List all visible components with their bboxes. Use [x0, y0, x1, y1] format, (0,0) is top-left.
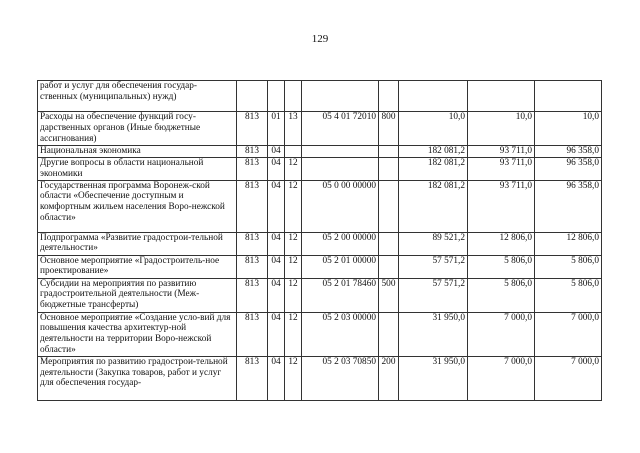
cell-amount-year3: 7 000,0: [535, 356, 602, 400]
cell-expense-type: [379, 232, 399, 255]
cell-amount-year1: 89 521,2: [399, 232, 468, 255]
page-number: 129: [311, 33, 329, 45]
cell-name: Расходы на обеспечение функций госу-дарственных органов (Иные бюджетные ассигнования): [38, 112, 237, 146]
budget-table: [37, 80, 602, 401]
table-row: [38, 356, 602, 400]
cell-section: 04: [268, 232, 285, 255]
cell-grbs: 813: [237, 312, 268, 356]
cell-amount-year3: 5 806,0: [535, 255, 602, 278]
cell-target-article: 05 2 03 00000: [302, 312, 379, 356]
cell-target-article: 05 2 00 00000: [302, 232, 379, 255]
cell-amount-year1: 182 081,2: [399, 146, 468, 158]
cell-amount-year3: [535, 81, 602, 112]
cell-amount-year2: 93 711,0: [468, 146, 535, 158]
cell-target-article: [302, 158, 379, 181]
cell-name: Другие вопросы в области национальной экономики: [38, 158, 237, 181]
cell-amount-year1: 31 950,0: [399, 356, 468, 400]
cell-amount-year2: 5 806,0: [468, 278, 535, 312]
cell-target-article: 05 2 03 70850: [302, 356, 379, 400]
cell-target-article: 05 4 01 72010: [302, 112, 379, 146]
cell-amount-year1: 31 950,0: [399, 312, 468, 356]
cell-subsection: [285, 146, 302, 158]
cell-section: 04: [268, 158, 285, 181]
cell-expense-type: 200: [379, 356, 399, 400]
cell-expense-type: [379, 180, 399, 232]
cell-amount-year3: 10,0: [535, 112, 602, 146]
cell-amount-year3: 96 358,0: [535, 146, 602, 158]
table-row: [38, 158, 602, 181]
cell-subsection: 12: [285, 180, 302, 232]
cell-target-article: 05 2 01 78460: [302, 278, 379, 312]
cell-target-article: 05 0 00 00000: [302, 180, 379, 232]
cell-amount-year2: 10,0: [468, 112, 535, 146]
cell-subsection: 12: [285, 232, 302, 255]
cell-amount-year1: [399, 81, 468, 112]
cell-amount-year2: [468, 81, 535, 112]
cell-expense-type: [379, 146, 399, 158]
cell-grbs: 813: [237, 232, 268, 255]
cell-amount-year1: 57 571,2: [399, 255, 468, 278]
cell-name: Основное мероприятие «Создание усло-вий для повышения качества архитектур-ной деятельности на территории Воро-нежской области»: [38, 312, 237, 356]
cell-amount-year2: 7 000,0: [468, 312, 535, 356]
cell-section: 04: [268, 180, 285, 232]
table-row: [38, 180, 602, 232]
table-row: [38, 81, 602, 112]
cell-subsection: 12: [285, 356, 302, 400]
table-row: [38, 146, 602, 158]
cell-subsection: 12: [285, 312, 302, 356]
cell-grbs: [237, 81, 268, 112]
cell-section: 04: [268, 255, 285, 278]
cell-grbs: 813: [237, 255, 268, 278]
cell-grbs: 813: [237, 146, 268, 158]
cell-amount-year2: 93 711,0: [468, 180, 535, 232]
cell-section: 04: [268, 278, 285, 312]
cell-expense-type: 800: [379, 112, 399, 146]
cell-name: Основное мероприятие «Градостроитель-ное проектирование»: [38, 255, 237, 278]
cell-name: работ и услуг для обеспечения государ-ственных (муниципальных) нужд): [38, 81, 237, 112]
cell-amount-year1: 182 081,2: [399, 158, 468, 181]
cell-section: 04: [268, 146, 285, 158]
cell-amount-year3: 96 358,0: [535, 180, 602, 232]
cell-section: 04: [268, 312, 285, 356]
cell-amount-year1: 182 081,2: [399, 180, 468, 232]
table-row: [38, 255, 602, 278]
table-row: [38, 278, 602, 312]
cell-amount-year1: 10,0: [399, 112, 468, 146]
cell-amount-year2: 12 806,0: [468, 232, 535, 255]
cell-section: 01: [268, 112, 285, 146]
table-row: [38, 312, 602, 356]
cell-section: 04: [268, 356, 285, 400]
table-body: [38, 81, 602, 401]
cell-name: Национальная экономика: [38, 146, 237, 158]
cell-name: Государственная программа Воронеж-ской области «Обеспечение доступным и комфортным жильем населения Воро-нежской области»: [38, 180, 237, 232]
cell-grbs: 813: [237, 112, 268, 146]
cell-expense-type: [379, 81, 399, 112]
cell-amount-year3: 7 000,0: [535, 312, 602, 356]
cell-expense-type: [379, 255, 399, 278]
cell-expense-type: [379, 158, 399, 181]
cell-grbs: 813: [237, 180, 268, 232]
cell-amount-year2: 93 711,0: [468, 158, 535, 181]
cell-section: [268, 81, 285, 112]
cell-amount-year3: 96 358,0: [535, 158, 602, 181]
cell-grbs: 813: [237, 158, 268, 181]
cell-amount-year3: 5 806,0: [535, 278, 602, 312]
cell-name: Подпрограмма «Развитие градострои-тельной деятельности»: [38, 232, 237, 255]
table-row: [38, 112, 602, 146]
cell-target-article: [302, 81, 379, 112]
cell-subsection: 12: [285, 158, 302, 181]
cell-name: Мероприятия по развитию градострои-тельной деятельности (Закупка товаров, работ и услуг для обеспечения государ-: [38, 356, 237, 400]
cell-name: Субсидии на мероприятия по развитию градостроительной деятельности (Меж-бюджетные трансферты): [38, 278, 237, 312]
table-row: [38, 232, 602, 255]
cell-amount-year1: 57 571,2: [399, 278, 468, 312]
cell-target-article: [302, 146, 379, 158]
cell-expense-type: 500: [379, 278, 399, 312]
cell-subsection: 12: [285, 278, 302, 312]
cell-target-article: 05 2 01 00000: [302, 255, 379, 278]
cell-expense-type: [379, 312, 399, 356]
cell-subsection: [285, 81, 302, 112]
cell-amount-year3: 12 806,0: [535, 232, 602, 255]
cell-subsection: 13: [285, 112, 302, 146]
cell-subsection: 12: [285, 255, 302, 278]
cell-grbs: 813: [237, 278, 268, 312]
cell-grbs: 813: [237, 356, 268, 400]
cell-amount-year2: 7 000,0: [468, 356, 535, 400]
cell-amount-year2: 5 806,0: [468, 255, 535, 278]
